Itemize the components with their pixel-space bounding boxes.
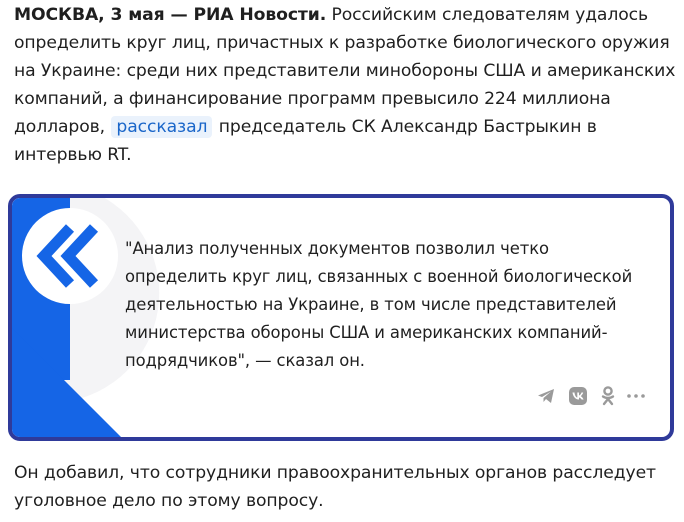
lead-text: Российским следователям удалось определить круг лиц, причастных к разработке биологического оружия на Украине: среди них представители минобороны США и американских компаний, а финансирование программ превысило 224 миллиона долларов,	[14, 5, 676, 137]
telegram-icon[interactable]	[536, 386, 556, 406]
odnoklassniki-icon[interactable]	[598, 386, 618, 406]
vk-icon[interactable]	[568, 386, 588, 406]
article-lead	[14, 1, 678, 169]
dateline: МОСКВА, 3 мая — РИА Новости.	[14, 5, 327, 25]
more-icon[interactable]	[626, 386, 646, 406]
link-rasskazal[interactable]: рассказал	[111, 116, 212, 138]
article-paragraph: Он добавил, что сотрудники правоохранительных органов расследует уголовное дело по этому вопросу.	[14, 463, 656, 511]
quote-text: "Анализ полученных документов позволил четко определить круг лиц, связанных с военной биологической деятельностью на Украине, в том числе представителей министерства обороны США и американских компаний-подрядчиков", — сказал он.	[125, 239, 633, 370]
quote-card	[8, 194, 674, 441]
lead-text-end: председатель СК Александр Бастрыкин в интервью RT.	[14, 117, 597, 165]
